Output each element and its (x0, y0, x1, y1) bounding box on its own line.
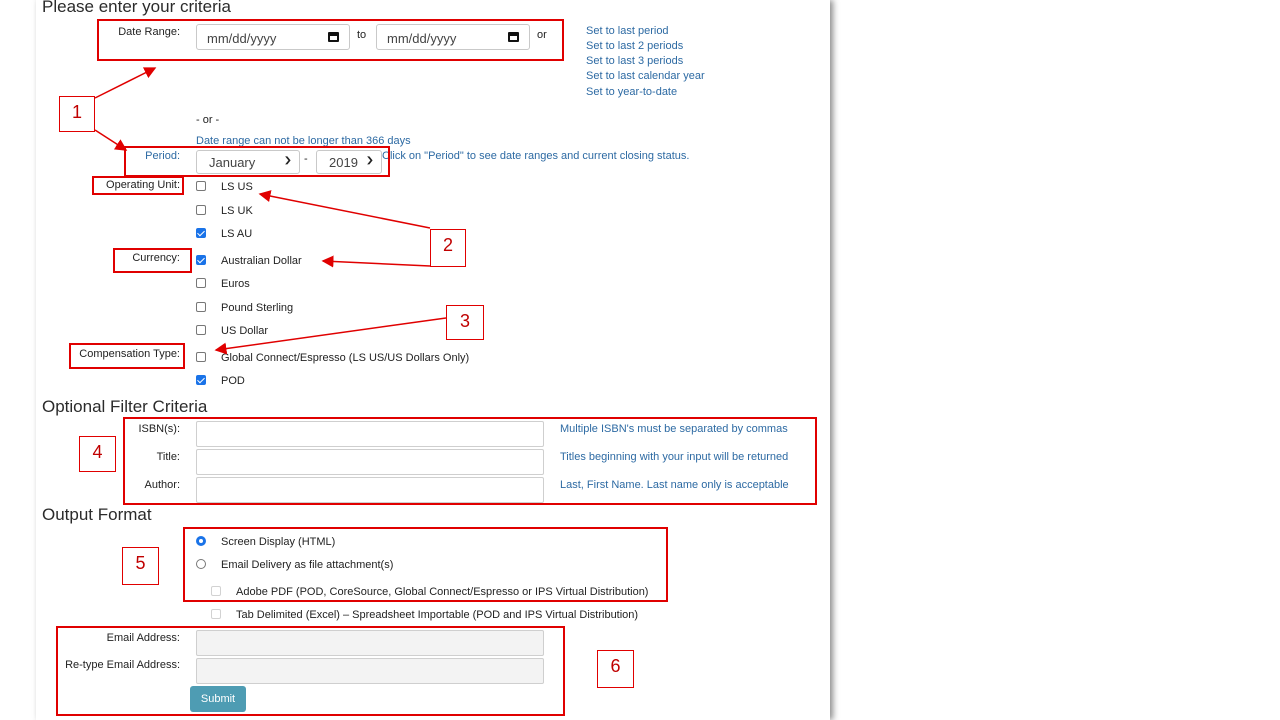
arrow-3-to-compensation (216, 318, 446, 350)
output-format-heading: Output Format (42, 505, 152, 524)
currency-label: Currency: (132, 252, 180, 264)
set-last-2-periods-link[interactable]: Set to last 2 periods (586, 40, 684, 52)
date-from-placeholder: mm/dd/yyyy (207, 31, 277, 46)
australian-dollar-label: Australian Dollar (221, 255, 302, 267)
pod-label: POD (221, 375, 245, 387)
euros-label: Euros (221, 278, 250, 290)
title-label: Title: (156, 451, 180, 463)
pound-sterling-label: Pound Sterling (221, 302, 294, 314)
compensation-type-label: Compensation Type: (79, 348, 180, 360)
date-to-text: to (357, 29, 367, 41)
ls-au-label: LS AU (221, 228, 253, 240)
set-year-to-date-link[interactable]: Set to year-to-date (586, 86, 678, 98)
callout-4: 4 (79, 436, 116, 472)
adobe-pdf-label: Adobe PDF (POD, CoreSource, Global Connect/Espresso or IPS Virtual Distribution) (236, 586, 649, 598)
optional-filter-heading: Optional Filter Criteria (42, 397, 208, 416)
callout-1: 1 (59, 96, 95, 132)
operating-unit-label: Operating Unit: (106, 179, 180, 191)
callout-3: 3 (446, 305, 484, 340)
isbn-label: ISBN(s): (138, 423, 180, 435)
date-or-text: or (537, 29, 547, 41)
arrow-2-to-currency (323, 261, 430, 266)
retype-email-label: Re-type Email Address: (65, 659, 180, 671)
period-label[interactable]: Period: (145, 150, 180, 162)
arrow-2-to-operating-unit (260, 194, 430, 228)
tab-delimited-label: Tab Delimited (Excel) – Spreadsheet Importable (POD and IPS Virtual Distribution) (236, 609, 639, 621)
criteria-heading: Please enter your criteria (42, 0, 231, 16)
us-dollar-label: US Dollar (221, 325, 269, 337)
submit-button[interactable]: Submit (190, 686, 246, 712)
date-to-placeholder: mm/dd/yyyy (387, 31, 457, 46)
period-hint: Click on "Period" to see date ranges and current closing status. (382, 150, 690, 162)
set-last-calendar-year-link[interactable]: Set to last calendar year (586, 70, 705, 82)
isbn-hint: Multiple ISBN's must be separated by commas (560, 423, 788, 435)
chevron-down-icon: ❯ (283, 156, 292, 165)
callout-5: 5 (122, 547, 159, 585)
author-hint: Last, First Name. Last name only is acceptable (560, 479, 789, 491)
arrow-1-to-date-range (95, 68, 155, 98)
ls-uk-label: LS UK (221, 205, 253, 217)
author-label: Author: (144, 479, 180, 491)
ls-us-label: LS US (221, 181, 253, 193)
screen-display-label: Screen Display (HTML) (221, 536, 336, 548)
email-delivery-label: Email Delivery as file attachment(s) (221, 559, 394, 571)
period-month-value: January (209, 155, 256, 170)
chevron-down-icon: ❯ (365, 156, 374, 165)
title-hint: Titles beginning with your input will be returned (560, 451, 789, 463)
period-year-value: 2019 (329, 155, 358, 170)
date-range-label: Date Range: (118, 26, 180, 38)
callout-6: 6 (597, 650, 634, 688)
callout-2: 2 (430, 229, 466, 267)
range-note: Date range can not be longer than 366 days (196, 135, 411, 147)
period-dash: - (304, 153, 308, 165)
global-connect-label: Global Connect/Espresso (LS US/US Dollars Only) (221, 352, 470, 364)
set-last-period-link[interactable]: Set to last period (586, 25, 669, 37)
arrow-1-to-period (95, 130, 126, 150)
set-last-3-periods-link[interactable]: Set to last 3 periods (586, 55, 684, 67)
or-separator: - or - (196, 114, 220, 126)
email-address-label: Email Address: (106, 632, 180, 644)
